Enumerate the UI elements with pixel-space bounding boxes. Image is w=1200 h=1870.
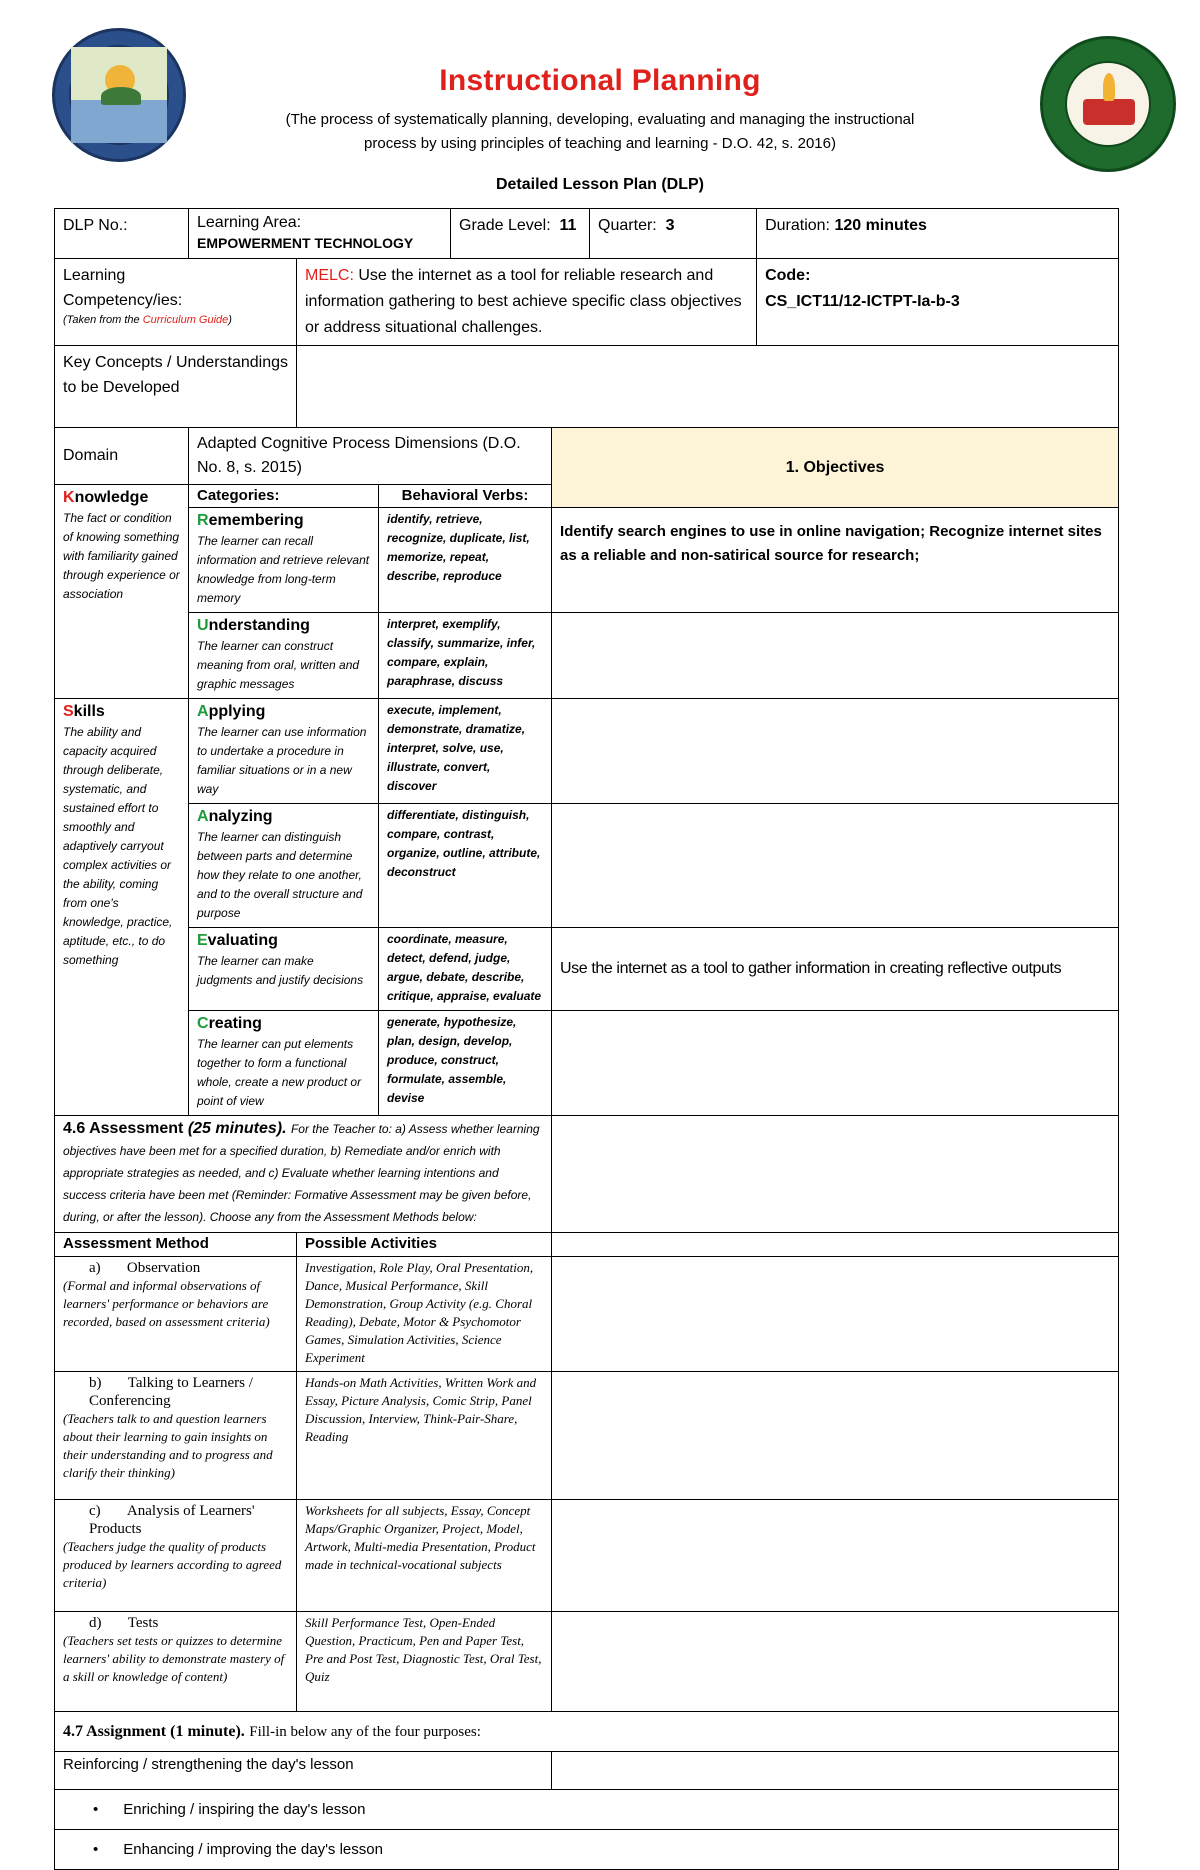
category-title: Understanding xyxy=(197,617,310,634)
curriculum-guide-link: Curriculum Guide xyxy=(142,314,229,326)
objective-cell xyxy=(552,508,1119,613)
objective-text xyxy=(560,617,1110,625)
behavioral-verbs: coordinate, measure, detect, defend, judge, argue, debate, describe, critique, appraise, evaluate xyxy=(387,932,542,1003)
competency-label-2: Competency/ies: xyxy=(63,292,183,309)
assignment-header-cell xyxy=(55,1712,1119,1752)
assignment-purpose: Reinforcing / strengthening the day's lesson xyxy=(63,1756,354,1773)
assessment-answer-cell xyxy=(552,1500,1119,1612)
objective-cell xyxy=(552,928,1119,1011)
knowledge-desc: The fact or condition of knowing something with familiarity gained through experience or association xyxy=(63,511,180,601)
page-subtitle xyxy=(0,108,1200,156)
key-concepts-label-cell xyxy=(55,346,297,428)
possible-activities: Hands-on Math Activities, Written Work and Essay, Picture Analysis, Comic Strip, Panel Discussion, Interview, Think-Pair-Share, Reading xyxy=(305,1375,537,1444)
key-concepts-row xyxy=(55,346,1119,428)
objective-cell xyxy=(552,1011,1119,1116)
page-header xyxy=(0,64,1200,98)
assessment-method-header-cell xyxy=(55,1233,297,1257)
category-cell xyxy=(189,613,379,699)
skills-title: Skills xyxy=(63,703,105,720)
assignment-title: 4.7 Assignment (1 minute). xyxy=(63,1722,245,1740)
melc-label: MELC: xyxy=(305,267,354,284)
category-row-evaluating xyxy=(55,928,1119,1011)
objectives-header-cell xyxy=(552,428,1119,508)
dlp-no-cell xyxy=(55,209,189,259)
skills-desc: The ability and capacity acquired through deliberate, systematic, and sustained effort to smoothly and adaptively carryout complex activities or the ability, coming from one's knowledge, practice, aptitude, etc., to do something xyxy=(63,725,173,967)
objective-cell xyxy=(552,613,1119,699)
category-title: Creating xyxy=(197,1015,262,1032)
curriculum-guide-note: (Taken from the Curriculum Guide) xyxy=(63,314,232,326)
objective-text xyxy=(560,808,1110,816)
assignment-purpose-row xyxy=(55,1830,1119,1870)
behavioral-verbs: differentiate, distinguish, compare, contrast, organize, outline, attribute, deconstruct xyxy=(387,808,541,879)
assessment-method-cell xyxy=(55,1372,297,1500)
assessment-method-cell xyxy=(55,1500,297,1612)
code-label: Code: xyxy=(765,267,811,284)
method-desc: (Formal and informal observations of learners' performance or behaviors are recorded, based on assessment criteria) xyxy=(63,1278,270,1329)
possible-activities: Skill Performance Test, Open-Ended Question, Practicum, Pen and Paper Test, Pre and Post Test, Diagnostic Test, Oral Test, Quiz xyxy=(305,1615,542,1684)
method-name: d) Tests xyxy=(89,1615,159,1631)
competency-row xyxy=(55,259,1119,346)
assignment-instruction: Fill-in below any of the four purposes: xyxy=(249,1723,481,1740)
method-name: a) Observation xyxy=(89,1260,201,1276)
assignment-purpose-cell xyxy=(55,1752,552,1790)
assessment-method-header: Assessment Method xyxy=(63,1235,209,1252)
category-desc: The learner can construct meaning from oral, written and graphic messages xyxy=(197,639,360,691)
method-name: b) Talking to Learners / Conferencing xyxy=(89,1375,253,1409)
category-cell xyxy=(189,928,379,1011)
knowledge-cell xyxy=(55,485,189,699)
category-cell xyxy=(189,508,379,613)
method-desc: (Teachers judge the quality of products produced by learners according to agreed criteria) xyxy=(63,1539,282,1590)
categories-label-cell xyxy=(189,485,379,508)
assignment-purpose-cell xyxy=(55,1790,1119,1830)
competency-label-cell xyxy=(55,259,297,346)
assessment-method-row xyxy=(55,1372,1119,1500)
category-title: Remembering xyxy=(197,512,304,529)
objective-text: Use the internet as a tool to gather information in creating reflective outputs xyxy=(560,960,1062,977)
assessment-desc: For the Teacher to: a) Assess whether learning objectives have been met for a specified duration, b) Remediate and/or enrich with appropriate strategies as needed, and c) Evaluate whether learning intentions and success criteria have been met (Reminder: Formative Assessment may be given before, during, or after the lesson). Choose any from the Assessment Methods below: xyxy=(63,1122,540,1224)
learning-area-value: EMPOWERMENT TECHNOLOGY xyxy=(197,235,414,251)
dlp-title: Detailed Lesson Plan (DLP) xyxy=(495,176,705,193)
verbs-cell xyxy=(379,928,552,1011)
category-title: Evaluating xyxy=(197,932,278,949)
verbs-label-cell xyxy=(379,485,552,508)
domain-label: Domain xyxy=(63,447,119,464)
method-desc: (Teachers set tests or quizzes to determine learners' ability to demonstrate mastery of a skill or knowledge of content) xyxy=(63,1633,285,1684)
objective-text xyxy=(560,703,1110,711)
categories-label: Categories: xyxy=(197,487,280,504)
activities-header: Possible Activities xyxy=(305,1235,437,1252)
category-row-creating xyxy=(55,1011,1119,1116)
grade-label: Grade Level: xyxy=(459,217,551,234)
category-desc: The learner can put elements together to form a functional whole, create a new product or point of view xyxy=(197,1037,362,1108)
activities-cell xyxy=(297,1257,552,1372)
bullet-icon: • xyxy=(93,1840,99,1858)
duration-value: 120 minutes xyxy=(834,217,927,234)
verbs-cell xyxy=(379,613,552,699)
verbs-cell xyxy=(379,1011,552,1116)
possible-activities: Worksheets for all subjects, Essay, Concept Maps/Graphic Organizer, Project, Model, Artwork, Multi-media Presentation, Product made in technical-vocational subjects xyxy=(305,1503,536,1572)
activities-cell xyxy=(297,1372,552,1500)
category-desc: The learner can recall information and retrieve relevant knowledge from long-term memory xyxy=(197,534,370,605)
method-name: c) Analysis of Learners' Products xyxy=(89,1503,255,1537)
assessment-answer-cell xyxy=(552,1612,1119,1712)
verbs-cell xyxy=(379,804,552,928)
melc-cell xyxy=(297,259,757,346)
knowledge-title: Knowledge xyxy=(63,489,149,506)
subtitle-line-1: (The process of systematically planning, developing, evaluating and managing the instructional xyxy=(285,111,915,128)
verbs-label: Behavioral Verbs: xyxy=(401,487,529,504)
assessment-header-blank xyxy=(552,1233,1119,1257)
assignment-purpose-row xyxy=(55,1752,1119,1790)
category-cell xyxy=(189,1011,379,1116)
quarter-cell xyxy=(590,209,757,259)
quarter-label: Quarter: xyxy=(598,217,657,234)
key-concepts-label: Key Concepts / Understandings to be Developed xyxy=(63,354,289,396)
assignment-purpose-cell xyxy=(55,1830,1119,1870)
behavioral-verbs: interpret, exemplify, classify, summarize, infer, compare, explain, paraphrase, discuss xyxy=(387,617,536,688)
method-desc: (Teachers talk to and question learners about their learning to gain insights on their understanding and to progress and clarify their thinking) xyxy=(63,1411,273,1480)
assessment-method-cell xyxy=(55,1612,297,1712)
assessment-title: 4.6 Assessment xyxy=(63,1120,184,1137)
assessment-time: (25 minutes). xyxy=(187,1120,287,1137)
behavioral-verbs: execute, implement, demonstrate, dramatize, interpret, solve, use, illustrate, convert, discover xyxy=(387,703,526,793)
page-title: Instructional Planning xyxy=(439,64,761,97)
assignment-purpose: Enriching / inspiring the day's lesson xyxy=(123,1800,366,1818)
key-concepts-value-cell xyxy=(297,346,1119,428)
learning-area-label: Learning Area: xyxy=(197,214,302,231)
acpd-label: Adapted Cognitive Process Dimensions (D.O. No. 8, s. 2015) xyxy=(197,435,521,476)
lesson-plan-table xyxy=(54,208,1119,1870)
activities-cell xyxy=(297,1612,552,1712)
category-row-remembering xyxy=(55,508,1119,613)
activities-cell xyxy=(297,1500,552,1612)
assessment-method-row xyxy=(55,1612,1119,1712)
objective-cell xyxy=(552,804,1119,928)
category-row-analyzing xyxy=(55,804,1119,928)
info-row xyxy=(55,209,1119,259)
possible-activities: Investigation, Role Play, Oral Presentation, Dance, Musical Performance, Skill Demonstration, Group Activity (e.g. Choral Reading), Debate, Motor & Psychomotor Games, Simulation Activities, Science Experiment xyxy=(305,1260,534,1365)
assignment-purpose-row xyxy=(55,1790,1119,1830)
assignment-answer-cell xyxy=(552,1752,1119,1790)
code-cell xyxy=(757,259,1119,346)
objective-text: Identify search engines to use in online navigation; Recognize internet sites as a reliable and non-satirical source for research; xyxy=(560,523,1102,564)
assessment-method-cell xyxy=(55,1257,297,1372)
assessment-answer-cell xyxy=(552,1372,1119,1500)
dlp-no-label: DLP No.: xyxy=(63,217,128,234)
assessment-intro-row xyxy=(55,1116,1119,1233)
melc-text: Use the internet as a tool for reliable research and information gathering to best achieve specific class objectives or address situational challenges. xyxy=(305,267,742,336)
bullet-icon: • xyxy=(93,1800,99,1818)
category-cell xyxy=(189,699,379,804)
code-value: CS_ICT11/12-ICTPT-Ia-b-3 xyxy=(765,293,960,310)
objectives-label: 1. Objectives xyxy=(785,458,885,476)
domain-label-cell xyxy=(55,428,189,485)
learning-area-cell xyxy=(189,209,451,259)
behavioral-verbs: identify, retrieve, recognize, duplicate, list, memorize, repeat, describe, reproduce xyxy=(387,512,530,583)
competency-label-1: Learning xyxy=(63,267,126,284)
skills-cell xyxy=(55,699,189,1116)
grade-value: 11 xyxy=(559,217,577,234)
behavioral-verbs: generate, hypothesize, plan, design, develop, produce, construct, formulate, assemble, devise xyxy=(387,1015,517,1105)
category-row-applying xyxy=(55,699,1119,804)
category-desc: The learner can make judgments and justify decisions xyxy=(197,954,364,987)
verbs-cell xyxy=(379,508,552,613)
category-row-understanding xyxy=(55,613,1119,699)
subtitle-line-2: process by using principles of teaching and learning - D.O. 42, s. 2016) xyxy=(364,135,836,152)
duration-label: Duration: xyxy=(765,217,830,234)
assessment-answer-cell xyxy=(552,1257,1119,1372)
assessment-intro-blank xyxy=(552,1116,1119,1233)
quarter-value: 3 xyxy=(665,217,675,234)
category-title: Applying xyxy=(197,703,266,720)
duration-cell xyxy=(757,209,1119,259)
assessment-intro-cell xyxy=(55,1116,552,1233)
grade-level-cell xyxy=(451,209,590,259)
category-desc: The learner can distinguish between parts and determine how they relate to one another, and to the overall structure and purpose xyxy=(197,830,363,920)
activities-header-cell xyxy=(297,1233,552,1257)
assignment-purpose: Enhancing / improving the day's lesson xyxy=(123,1840,383,1858)
objective-text xyxy=(560,1015,1110,1023)
domain-header-row xyxy=(55,428,1119,485)
category-desc: The learner can use information to undertake a procedure in familiar situations or in a new way xyxy=(197,725,367,796)
assessment-method-row xyxy=(55,1500,1119,1612)
assessment-header-row xyxy=(55,1233,1119,1257)
assessment-method-row xyxy=(55,1257,1119,1372)
acpd-label-cell xyxy=(189,428,552,485)
category-title: Analyzing xyxy=(197,808,273,825)
assignment-header-row xyxy=(55,1712,1119,1752)
objective-cell xyxy=(552,699,1119,804)
category-cell xyxy=(189,804,379,928)
verbs-cell xyxy=(379,699,552,804)
